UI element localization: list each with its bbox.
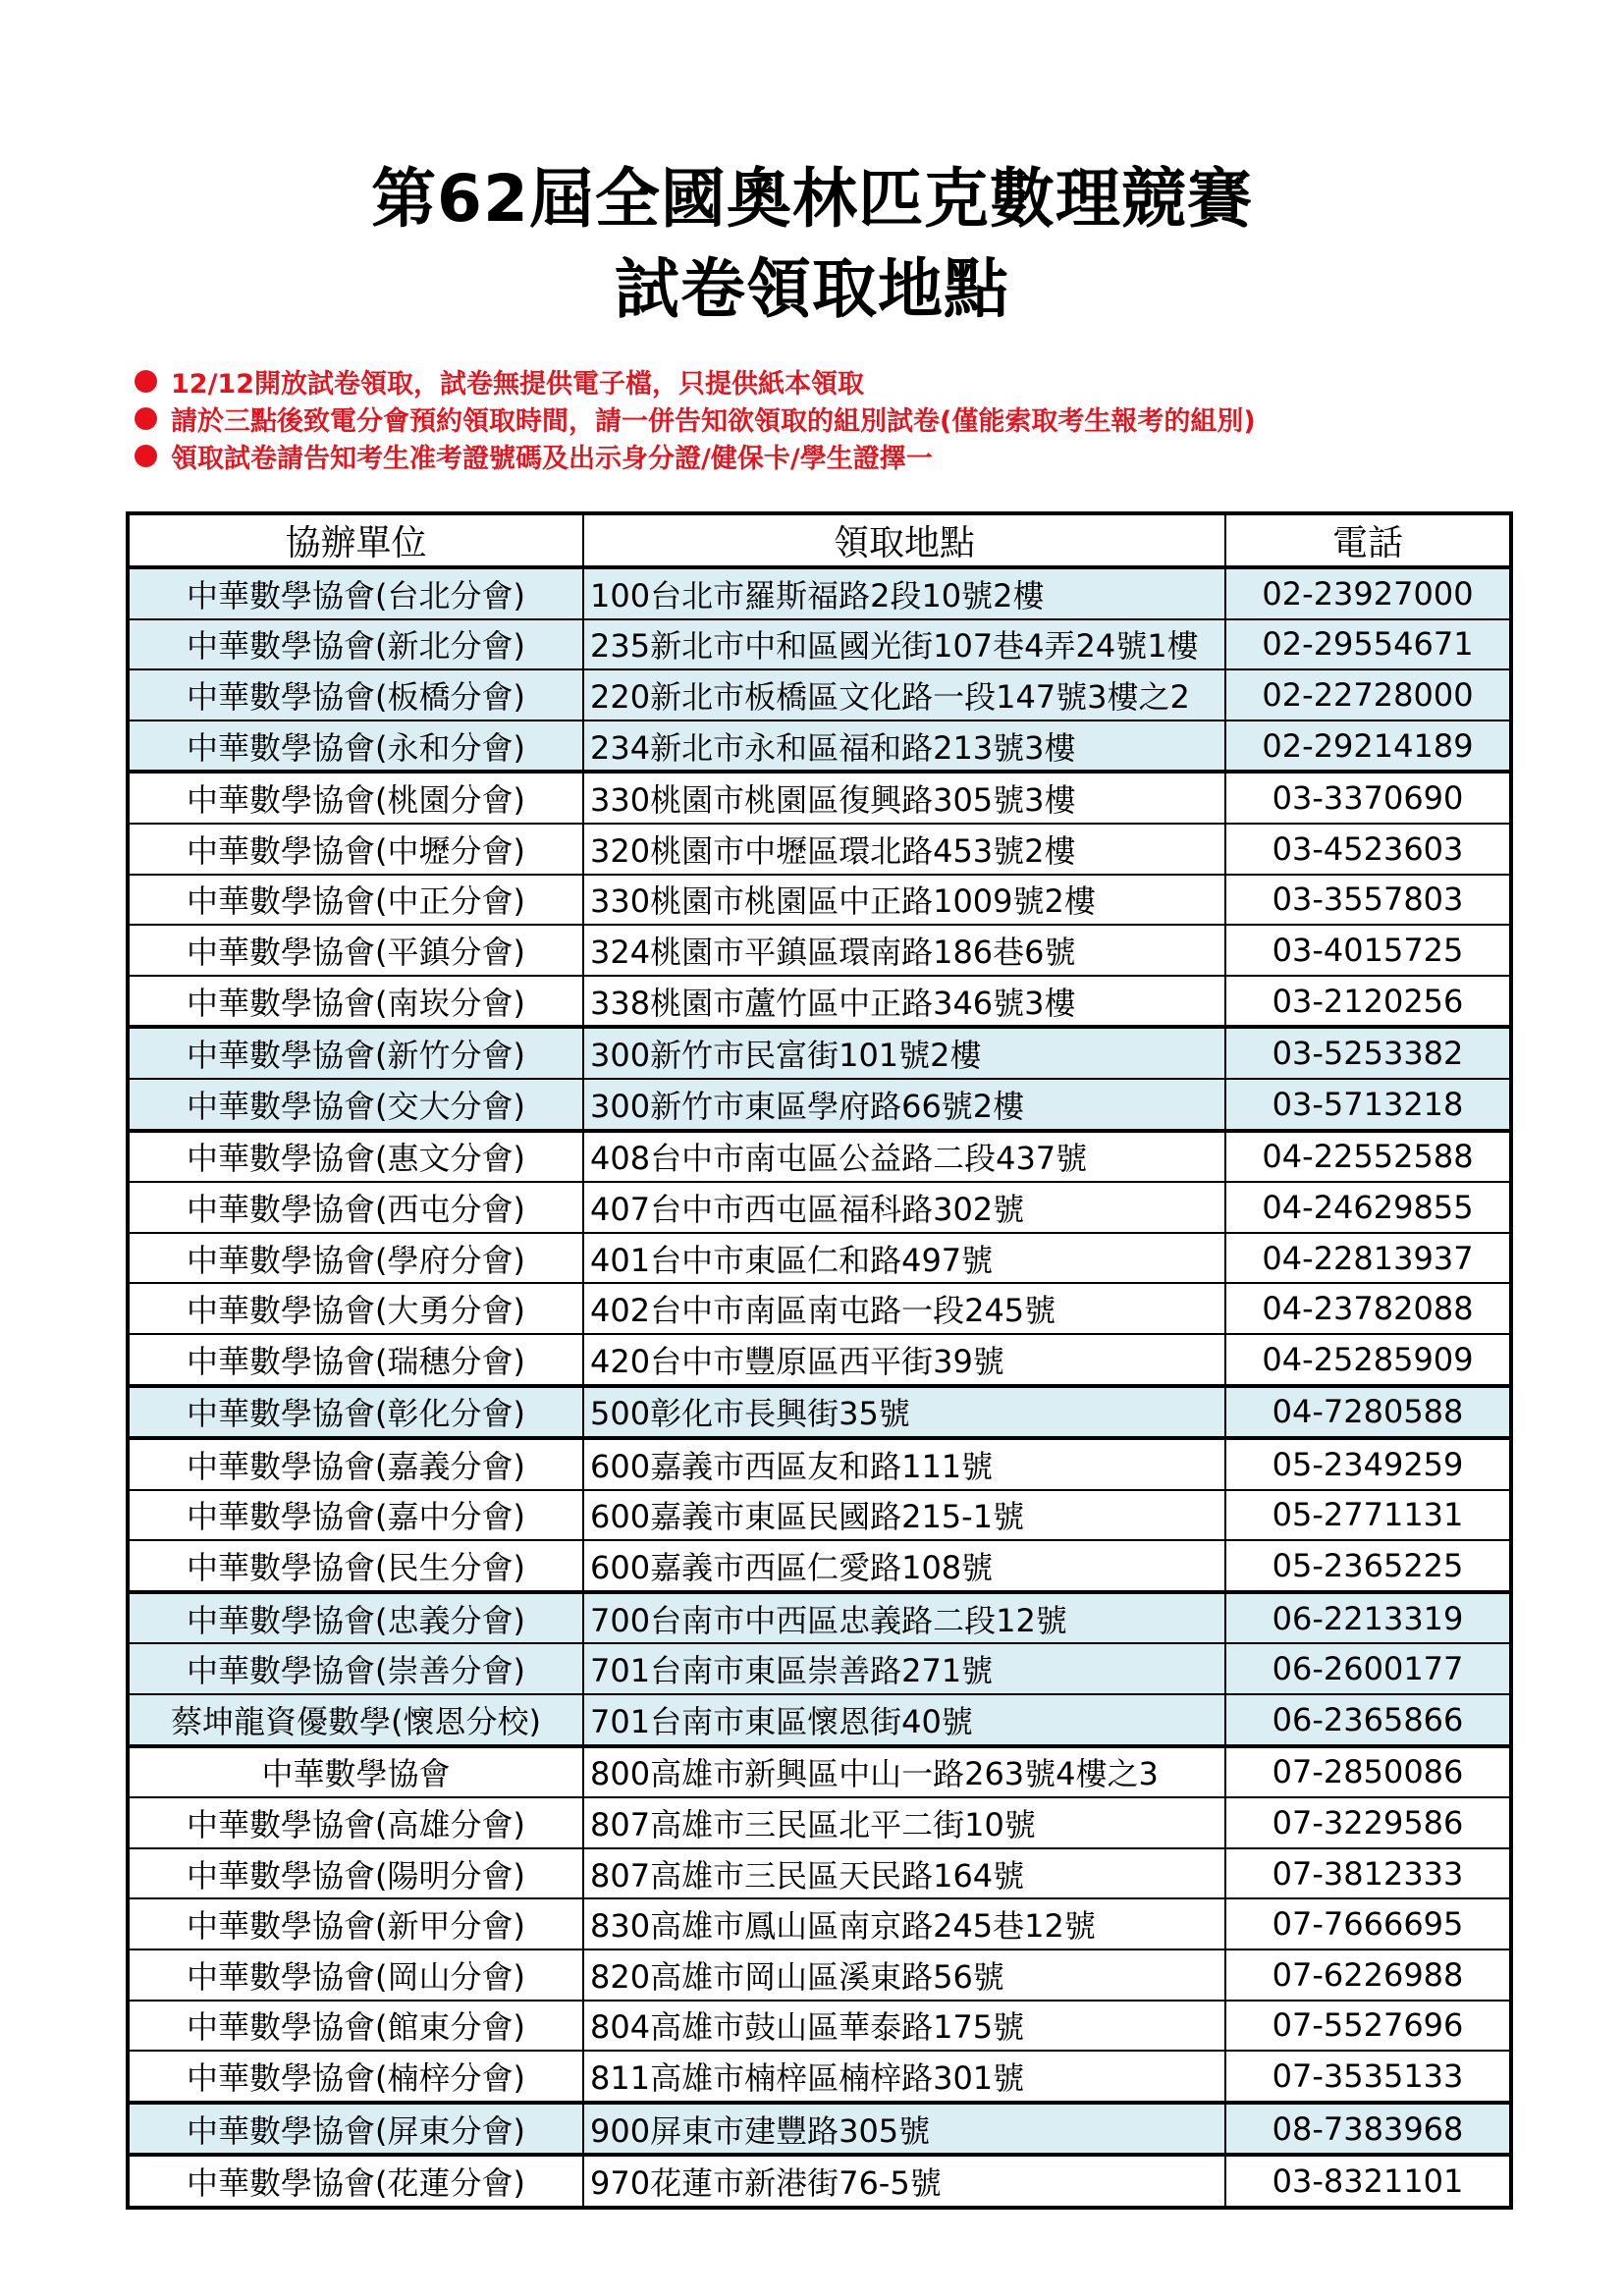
notice-item [135,400,1529,437]
unit-cell: 中華數學協會(高雄分會) [128,1797,583,1848]
phone-cell: 07-6226988 [1225,1949,1511,2001]
unit-cell: 中華數學協會(陽明分會) [128,1848,583,1899]
phone-cell: 04-22552588 [1225,1131,1511,1183]
unit-cell: 中華數學協會(交大分會) [128,1079,583,1131]
address-cell: 220新北市板橋區文化路一段147號3樓之2 [583,669,1225,721]
phone-cell: 02-23927000 [1225,567,1511,619]
table-row [128,1746,1511,1798]
address-cell: 234新北市永和區福和路213號3樓 [583,721,1225,773]
address-cell: 820高雄市岡山區溪東路56號 [583,1949,1225,2001]
table-row [128,1898,1511,1949]
table-row [128,824,1511,875]
unit-cell: 中華數學協會(板橋分會) [128,669,583,721]
unit-cell: 中華數學協會(中正分會) [128,875,583,926]
address-cell: 811高雄市楠梓區楠梓路301號 [583,2051,1225,2103]
address-cell: 408台中市南屯區公益路二段437號 [583,1131,1225,1183]
table-row [128,1694,1511,1746]
unit-cell: 中華數學協會(嘉義分會) [128,1438,583,1490]
unit-cell: 中華數學協會(南崁分會) [128,976,583,1028]
phone-cell: 02-29554671 [1225,619,1511,670]
phone-cell: 07-3229586 [1225,1797,1511,1848]
phone-cell: 08-7383968 [1225,2103,1511,2156]
unit-cell: 中華數學協會(新北分會) [128,619,583,670]
table-row [128,1643,1511,1694]
table-row [128,721,1511,773]
address-cell: 970花蓮市新港街76-5號 [583,2155,1225,2208]
unit-cell: 中華數學協會(學府分會) [128,1233,583,1284]
unit-cell: 中華數學協會(惠文分會) [128,1131,583,1183]
address-cell: 500彰化市長興街35號 [583,1386,1225,1439]
address-cell: 804高雄市鼓山區華泰路175號 [583,2001,1225,2052]
unit-cell: 中華數學協會 [128,1746,583,1798]
unit-cell: 中華數學協會(彰化分會) [128,1386,583,1439]
phone-cell: 04-25285909 [1225,1334,1511,1386]
address-cell: 100台北市羅斯福路2段10號2樓 [583,567,1225,619]
unit-cell: 中華數學協會(花蓮分會) [128,2155,583,2208]
table-row [128,1079,1511,1131]
phone-cell: 06-2600177 [1225,1643,1511,1694]
table-row [128,2103,1511,2156]
notice-text: 領取試卷請告知考生准考證號碼及出示身分證/健保卡/學生證擇一 [171,443,933,474]
unit-cell: 中華數學協會(楠梓分會) [128,2051,583,2103]
phone-cell: 03-8321101 [1225,2155,1511,2208]
table-row [128,1848,1511,1899]
table-row [128,1797,1511,1848]
table-row [128,1182,1511,1233]
notice-text: 請於三點後致電分會預約領取時間，請一併告知欲領取的組別試卷(僅能索取考生報考的組別) [171,405,1256,437]
table-row [128,2155,1511,2208]
address-cell: 701台南市東區崇善路271號 [583,1643,1225,1694]
phone-cell: 07-5527696 [1225,2001,1511,2052]
phone-cell: 05-2771131 [1225,1490,1511,1541]
notice-text: 12/12開放試卷領取，試卷無提供電子檔，只提供紙本領取 [171,368,865,400]
phone-cell: 04-22813937 [1225,1233,1511,1284]
table-body [128,567,1511,2208]
phone-cell: 04-24629855 [1225,1182,1511,1233]
unit-cell: 中華數學協會(瑞穗分會) [128,1334,583,1386]
phone-cell: 03-2120256 [1225,976,1511,1028]
notice-item [135,437,1529,474]
table-row [128,567,1511,619]
table-header-row [128,513,1511,567]
table-row [128,1540,1511,1592]
unit-cell: 中華數學協會(岡山分會) [128,1949,583,2001]
table-row [128,1949,1511,2001]
address-cell: 700台南市中西區忠義路二段12號 [583,1592,1225,1644]
phone-cell: 06-2213319 [1225,1592,1511,1644]
table-row [128,1131,1511,1183]
phone-cell: 04-7280588 [1225,1386,1511,1439]
address-cell: 330桃園市桃園區復興路305號3樓 [583,772,1225,824]
table-row [128,2001,1511,2052]
bullet-dot-icon [135,370,157,393]
pickup-locations-table [126,511,1513,2210]
address-cell: 330桃園市桃園區中正路1009號2樓 [583,875,1225,926]
unit-cell: 中華數學協會(桃園分會) [128,772,583,824]
phone-cell: 03-5253382 [1225,1027,1511,1079]
phone-cell: 07-3535133 [1225,2051,1511,2103]
address-cell: 807高雄市三民區天民路164號 [583,1848,1225,1899]
unit-cell: 中華數學協會(民生分會) [128,1540,583,1592]
phone-cell: 04-23782088 [1225,1283,1511,1334]
address-cell: 338桃園市蘆竹區中正路346號3樓 [583,976,1225,1028]
notice-item [135,362,1529,400]
unit-cell: 中華數學協會(嘉中分會) [128,1490,583,1541]
notice-list [135,362,1529,474]
table-row [128,1386,1511,1439]
table-row [128,925,1511,976]
table-row [128,1334,1511,1386]
phone-cell: 05-2349259 [1225,1438,1511,1490]
unit-cell: 中華數學協會(大勇分會) [128,1283,583,1334]
unit-cell: 中華數學協會(新竹分會) [128,1027,583,1079]
phone-cell: 03-3557803 [1225,875,1511,926]
unit-cell: 中華數學協會(台北分會) [128,567,583,619]
address-cell: 420台中市豐原區西平街39號 [583,1334,1225,1386]
phone-cell: 02-29214189 [1225,721,1511,773]
address-cell: 235新北市中和區國光街107巷4弄24號1樓 [583,619,1225,670]
phone-cell: 03-4523603 [1225,824,1511,875]
page-subtitle: 試卷領取地點 [615,251,1009,327]
address-cell: 300新竹市民富街101號2樓 [583,1027,1225,1079]
address-cell: 401台中市東區仁和路497號 [583,1233,1225,1284]
page-title: 第62屆全國奧林匹克數理競賽 [371,161,1253,237]
table-row [128,2051,1511,2103]
unit-cell: 蔡坤龍資優數學(懷恩分校) [128,1694,583,1746]
header-address: 領取地點 [583,513,1225,567]
phone-cell: 07-7666695 [1225,1898,1511,1949]
unit-cell: 中華數學協會(西屯分會) [128,1182,583,1233]
address-cell: 600嘉義市東區民國路215-1號 [583,1490,1225,1541]
address-cell: 407台中市西屯區福科路302號 [583,1182,1225,1233]
unit-cell: 中華數學協會(崇善分會) [128,1643,583,1694]
phone-cell: 03-3370690 [1225,772,1511,824]
address-cell: 402台中市南區南屯路一段245號 [583,1283,1225,1334]
unit-cell: 中華數學協會(新甲分會) [128,1898,583,1949]
table-row [128,1592,1511,1644]
address-cell: 324桃園市平鎮區環南路186巷6號 [583,925,1225,976]
phone-cell: 02-22728000 [1225,669,1511,721]
address-cell: 807高雄市三民區北平二街10號 [583,1797,1225,1848]
header-unit: 協辦單位 [128,513,583,567]
address-cell: 600嘉義市西區仁愛路108號 [583,1540,1225,1592]
phone-cell: 07-2850086 [1225,1746,1511,1798]
unit-cell: 中華數學協會(平鎮分會) [128,925,583,976]
header-phone: 電話 [1225,513,1511,567]
phone-cell: 05-2365225 [1225,1540,1511,1592]
table-row [128,1438,1511,1490]
bullet-dot-icon [135,445,157,467]
address-cell: 830高雄市鳳山區南京路245巷12號 [583,1898,1225,1949]
address-cell: 320桃園市中壢區環北路453號2樓 [583,824,1225,875]
address-cell: 900屏東市建豐路305號 [583,2103,1225,2156]
table-row [128,1490,1511,1541]
phone-cell: 07-3812333 [1225,1848,1511,1899]
phone-cell: 03-4015725 [1225,925,1511,976]
unit-cell: 中華數學協會(館東分會) [128,2001,583,2052]
unit-cell: 中華數學協會(屏東分會) [128,2103,583,2156]
address-cell: 600嘉義市西區友和路111號 [583,1438,1225,1490]
table-row [128,619,1511,670]
bullet-dot-icon [135,407,157,430]
unit-cell: 中華數學協會(中壢分會) [128,824,583,875]
table-row [128,1027,1511,1079]
address-cell: 300新竹市東區學府路66號2樓 [583,1079,1225,1131]
table-row [128,976,1511,1028]
address-cell: 701台南市東區懷恩街40號 [583,1694,1225,1746]
address-cell: 800高雄市新興區中山一路263號4樓之3 [583,1746,1225,1798]
table-row [128,669,1511,721]
phone-cell: 06-2365866 [1225,1694,1511,1746]
table-row [128,1233,1511,1284]
table-row [128,772,1511,824]
table-row [128,1283,1511,1334]
unit-cell: 中華數學協會(忠義分會) [128,1592,583,1644]
unit-cell: 中華數學協會(永和分會) [128,721,583,773]
phone-cell: 03-5713218 [1225,1079,1511,1131]
table-row [128,875,1511,926]
